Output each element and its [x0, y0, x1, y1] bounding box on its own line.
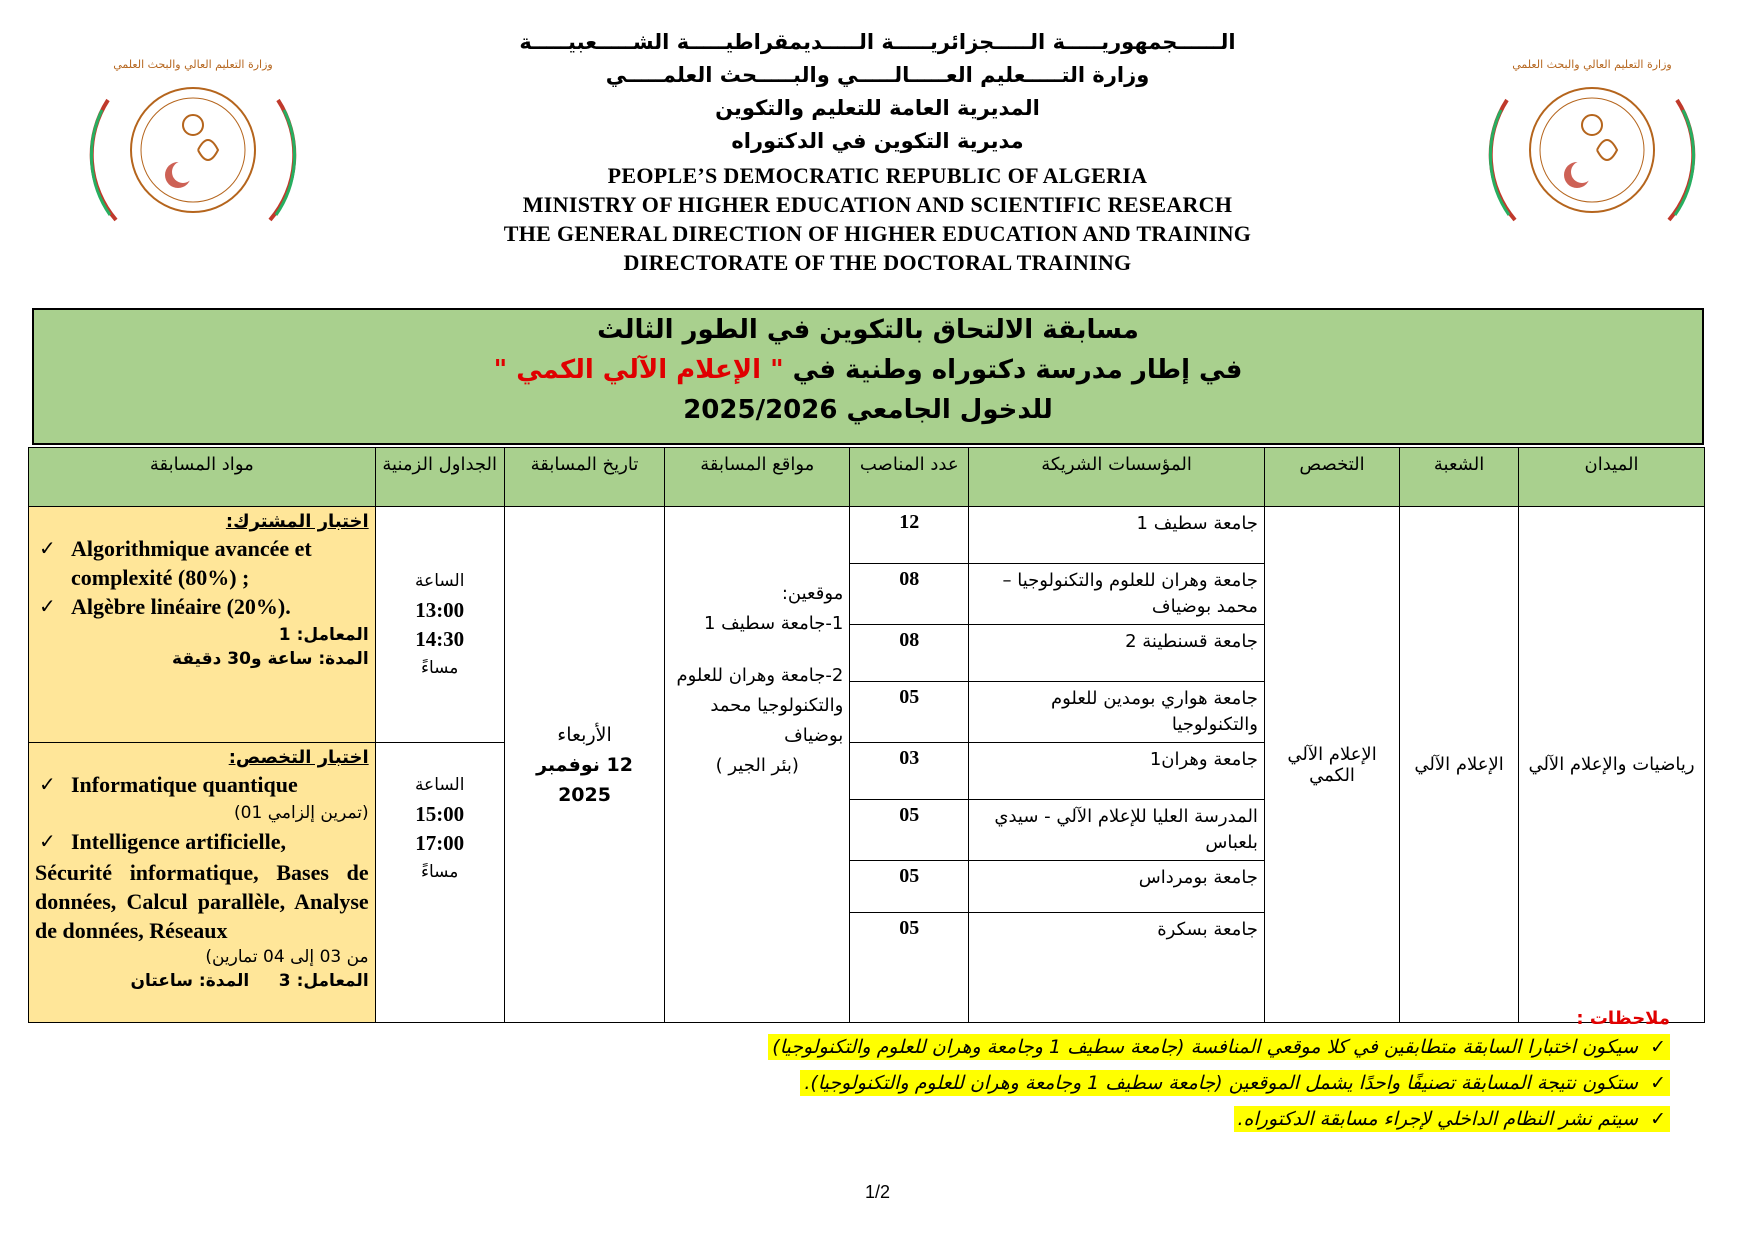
positions-cell: 05 — [850, 913, 969, 1023]
branch-cell: الإعلام الآلي — [1400, 507, 1519, 1023]
institution-cell: جامعة وهران للعلوم والتكنولوجيا –محمد بوضياف — [969, 564, 1265, 625]
institution-cell: جامعة هواري بومدين للعلوم والتكنولوجيا — [969, 682, 1265, 743]
header-specialty: التخصص — [1264, 448, 1399, 507]
exam-common-cell — [29, 507, 376, 743]
title-line-2: في إطار مدرسة دكتوراه وطنية في " الإعلام الآلي الكمي " — [493, 355, 1243, 385]
institution-cell: جامعة وهران1 — [969, 743, 1265, 800]
seal-text: وزارة التعليم العالي والبحث العلمي — [1512, 58, 1672, 71]
header-subjects: مواد المسابقة — [29, 448, 376, 507]
notes-section — [560, 1008, 1670, 1137]
header-branch: الشعبة — [1400, 448, 1519, 507]
exam-common-coefficient: المعامل: 1 — [278, 625, 369, 645]
exam-specialty-title: اختبار التخصص: — [228, 747, 369, 768]
site-2: 2-جامعة وهران للعلوم والتكنولوجيا محمد بوضياف — [676, 665, 844, 746]
header-ar-line-1: الــــــجمهوريـــــة الـــــجزائريـــــة الـــــديمقراطيـــــة الشـــــعبيـــــة — [519, 30, 1236, 54]
header-sites: مواقع المسابقة — [665, 448, 850, 507]
header-schedule: الجداول الزمنية — [375, 448, 504, 507]
exam-common-item: ✓ Algorithmique avancée et complexité (80%) ; — [35, 534, 369, 592]
page-number: 1/2 — [864, 1182, 891, 1202]
exam-specialty-coef-duration: المعامل: 3 المدة: ساعتان — [130, 971, 369, 991]
exam-specialty-exercises: من 03 إلى 04 تمارين) — [205, 947, 369, 967]
schedule-1-start: 13:00 — [415, 598, 465, 622]
competition-table — [28, 447, 1705, 1023]
schedule-1-period: مساءً — [420, 658, 459, 678]
title-line-3: للدخول الجامعي 2025/2026 — [683, 395, 1053, 425]
note-item: ✓ سيتم نشر النظام الداخلي لإجراء مسابقة الدكتوراه. — [560, 1101, 1670, 1137]
positions-cell: 08 — [850, 564, 969, 625]
schedule-cell-1 — [375, 507, 504, 743]
table-header-row — [29, 448, 1705, 507]
schedule-2-period: مساءً — [420, 862, 459, 882]
exam-common-title: اختبار المشترك: — [225, 511, 369, 532]
exam-specialty-item: ✓ Intelligence artificielle, — [35, 827, 369, 856]
header-en-line-4: DIRECTORATE OF THE DOCTORAL TRAINING — [623, 250, 1132, 275]
schedule-cell-2 — [375, 743, 504, 1023]
header-en-line-2: MINISTRY OF HIGHER EDUCATION AND SCIENTIFIC RESEARCH — [522, 192, 1233, 217]
schedule-2-start: 15:00 — [415, 802, 465, 826]
seal-text: وزارة التعليم العالي والبحث العلمي — [113, 58, 273, 71]
header-ar-line-4: مديرية التكوين في الدكتوراه — [731, 129, 1024, 153]
date-cell — [504, 507, 665, 1023]
table-row — [29, 507, 1705, 564]
title-program-name: " الإعلام الآلي الكمي " — [493, 355, 784, 385]
note-item: ✓ سيكون اختبارا السابقة متطابقين في كلا موقعي المنافسة (جامعة سطيف 1 وجامعة وهران للعلوم والتكنولوجيا) — [560, 1029, 1670, 1065]
notes-heading: ملاحظات : — [1576, 1008, 1670, 1029]
exam-common-item: ✓ Algèbre linéaire (20%). — [35, 592, 369, 621]
header-en-line-1: PEOPLE’S DEMOCRATIC REPUBLIC OF ALGERIA — [607, 163, 1148, 188]
header-ar-line-2: وزارة التـــــعليم العـــــالـــــي والبـــــحث العلمـــــي — [605, 63, 1150, 87]
positions-cell: 05 — [850, 800, 969, 861]
specialty-cell: الإعلام الآلي الكمي — [1264, 507, 1399, 1023]
exam-specialty-list — [35, 770, 369, 799]
header-field: الميدان — [1519, 448, 1705, 507]
positions-cell: 08 — [850, 625, 969, 682]
positions-cell: 12 — [850, 507, 969, 564]
exam-specialty-list — [35, 827, 369, 856]
exam-day: الأربعاء — [557, 723, 612, 746]
header-ar-line-3: المديرية العامة للتعليم والتكوين — [715, 96, 1040, 120]
competition-title-box — [32, 308, 1704, 445]
schedule-2-label: الساعة — [414, 775, 465, 795]
sites-cell — [665, 507, 850, 1023]
exam-specialty-modules: Sécurité informatique, Bases de données, Calcul parallèle, Analyse de données, Réseaux — [35, 860, 369, 943]
exam-common-list — [35, 534, 369, 621]
exam-common-duration: المدة: ساعة و30 دقيقة — [172, 649, 369, 669]
note-item: ✓ ستكون نتيجة المسابقة تصنيفًا واحدًا يشمل الموقعين (جامعة سطيف 1 وجامعة وهران للعلوم والتكنولوجيا). — [560, 1065, 1670, 1101]
institution-cell: جامعة بسكرة — [969, 913, 1265, 1023]
positions-cell: 05 — [850, 682, 969, 743]
exam-specialty-item: ✓ Informatique quantique — [35, 770, 369, 799]
field-cell: رياضيات والإعلام الآلي — [1519, 507, 1705, 1023]
institution-cell: المدرسة العليا للإعلام الآلي - سيدي بلعباس — [969, 800, 1265, 861]
institution-cell: جامعة سطيف 1 — [969, 507, 1265, 564]
schedule-2-end: 17:00 — [415, 831, 465, 855]
header-positions: عدد المناصب — [850, 448, 969, 507]
positions-cell: 03 — [850, 743, 969, 800]
schedule-1-label: الساعة — [414, 571, 465, 591]
exam-date: 12 نوفمبر 2025 — [536, 753, 633, 806]
sites-intro: موقعين: — [781, 583, 844, 604]
exam-specialty-cell — [29, 743, 376, 1023]
institution-cell: جامعة بومرداس — [969, 861, 1265, 913]
positions-cell: 05 — [850, 861, 969, 913]
site-2-note: (بئر الجير ) — [715, 755, 799, 776]
site-1: 1-جامعة سطيف 1 — [703, 613, 844, 634]
exam-specialty-item-note: (تمرين إلزامي 01) — [234, 803, 369, 823]
header-institutions: المؤسسات الشريكة — [969, 448, 1265, 507]
institution-cell: جامعة قسنطينة 2 — [969, 625, 1265, 682]
title-line-1: مسابقة الالتحاق بالتكوين في الطور الثالث — [597, 315, 1139, 345]
header-en-line-3: THE GENERAL DIRECTION OF HIGHER EDUCATION AND TRAINING — [503, 221, 1252, 246]
header-date: تاريخ المسابقة — [504, 448, 665, 507]
schedule-1-end: 14:30 — [415, 627, 465, 651]
